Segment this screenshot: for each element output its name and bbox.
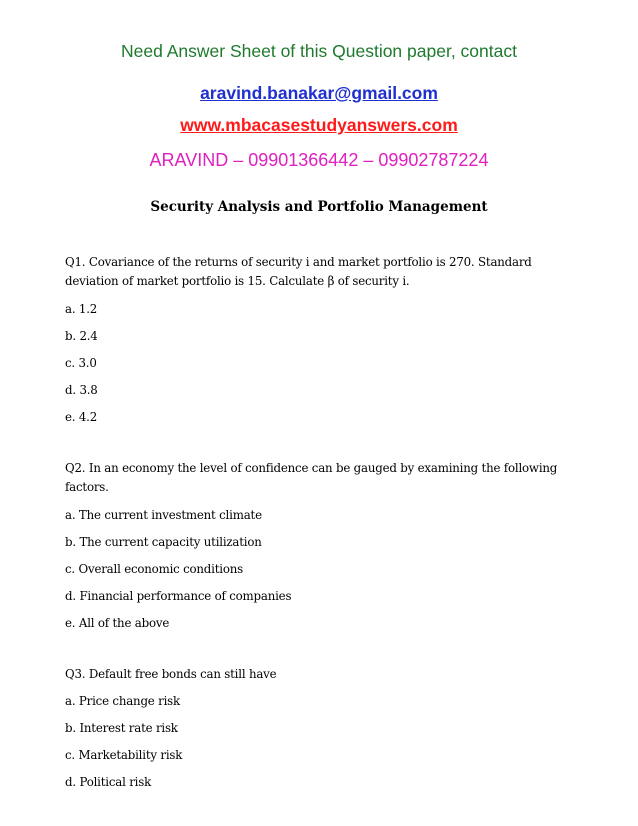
- question-line: deviation of market portfolio is 15. Calculate β of security i.: [65, 274, 410, 288]
- phone-numbers-text: ARAVIND – 09901366442 – 09902787224: [149, 150, 489, 170]
- question-line: Q2. In an economy the level of confidence can be gauged by examining the following: [65, 461, 558, 475]
- question-1-option-a: a. 1.2: [65, 302, 98, 316]
- question-1-text: [65, 253, 575, 291]
- question-3-option-b: b. Interest rate risk: [65, 721, 178, 735]
- question-2-option-e: e. All of the above: [65, 616, 170, 630]
- question-2-text: [65, 459, 575, 497]
- question-1-option-d: d. 3.8: [65, 383, 98, 397]
- page-title: Security Analysis and Portfolio Management: [150, 199, 488, 215]
- question-1-option-b: b. 2.4: [65, 329, 98, 343]
- question-2-option-d: d. Financial performance of companies: [65, 589, 292, 603]
- contact-intro-text: Need Answer Sheet of this Question paper, contact: [121, 41, 517, 61]
- question-3-option-c: c. Marketability risk: [65, 748, 183, 762]
- question-line: Q3. Default free bonds can still have: [65, 667, 277, 681]
- email-link[interactable]: aravind.banakar@gmail.com: [200, 83, 438, 103]
- question-3-option-a: a. Price change risk: [65, 694, 180, 708]
- question-line: factors.: [65, 480, 109, 494]
- question-3-option-d: d. Political risk: [65, 775, 152, 789]
- website-link[interactable]: www.mbacasestudyanswers.com: [180, 115, 458, 135]
- question-2-option-a: a. The current investment climate: [65, 508, 262, 522]
- question-2-option-c: c. Overall economic conditions: [65, 562, 243, 576]
- question-3-text: [65, 665, 575, 684]
- question-2-option-b: b. The current capacity utilization: [65, 535, 262, 549]
- question-line: Q1. Covariance of the returns of security i and market portfolio is 270. Standard: [65, 255, 532, 269]
- question-1-option-c: c. 3.0: [65, 356, 97, 370]
- question-1-option-e: e. 4.2: [65, 410, 98, 424]
